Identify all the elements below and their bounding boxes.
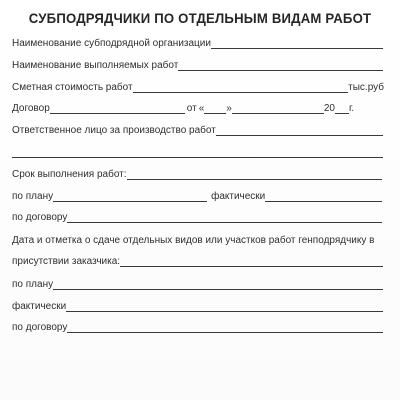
- contract-from-label: от: [186, 103, 197, 114]
- subcontractor-name-row: [12, 37, 383, 50]
- estimated-cost-label: Сметная стоимость работ: [12, 82, 133, 93]
- contract-quote-open: «: [198, 103, 205, 114]
- work-period-label: Срок выполнения работ:: [12, 169, 127, 180]
- responsible-person-continuation-line[interactable]: [12, 157, 383, 158]
- subcontractor-name-field[interactable]: [211, 38, 383, 49]
- estimated-cost-row: [12, 81, 384, 94]
- work-period-row: [12, 168, 382, 181]
- estimated-cost-field[interactable]: [133, 82, 349, 93]
- period-plan-actual-row: [12, 190, 382, 203]
- period-contract-field[interactable]: [67, 212, 382, 223]
- period-contract-label: по договору: [12, 212, 68, 223]
- period-actual-label: фактически: [211, 191, 266, 202]
- handover-actual-row: [12, 300, 383, 313]
- contract-day-field[interactable]: [204, 103, 226, 114]
- handover-contract-label: по договору: [12, 322, 68, 333]
- contract-year-prefix: 20: [323, 103, 335, 114]
- period-plan-label: по плану: [12, 191, 54, 202]
- handover-field[interactable]: [120, 256, 383, 267]
- estimated-cost-unit: тыс.руб: [348, 82, 384, 93]
- period-plan-field[interactable]: [53, 191, 207, 202]
- works-performed-label: Наименование выполняемых работ: [12, 60, 179, 71]
- handover-plan-row: [12, 278, 383, 291]
- responsible-person-label: Ответственное лицо за производство работ: [12, 125, 216, 136]
- responsible-person-row: [12, 124, 383, 137]
- handover-label-line-1: Дата и отметка о сдаче отдельных видов или участков работ генподрядчику в: [12, 235, 375, 246]
- handover-label-row-2: [12, 255, 383, 268]
- contract-row: [12, 102, 384, 115]
- contract-label: Договор: [12, 103, 50, 114]
- handover-actual-label: фактически: [12, 301, 67, 312]
- contract-month-field[interactable]: [232, 103, 324, 114]
- work-period-field[interactable]: [127, 169, 382, 180]
- handover-label-line-2: присутствии заказчика:: [12, 256, 121, 267]
- subcontractor-name-label: Наименование субподрядной организации: [12, 38, 211, 49]
- handover-label-row-1: [12, 234, 392, 247]
- responsible-person-field[interactable]: [216, 125, 383, 136]
- contract-year-field[interactable]: [335, 103, 349, 114]
- handover-plan-field[interactable]: [53, 279, 383, 290]
- handover-contract-field[interactable]: [67, 322, 383, 333]
- form-title: СУБПОДРЯДЧИКИ ПО ОТДЕЛЬНЫМ ВИДАМ РАБОТ: [28, 10, 372, 26]
- period-contract-row: [12, 211, 382, 224]
- contract-year-suffix: г.: [348, 103, 355, 114]
- works-performed-field[interactable]: [178, 60, 383, 71]
- handover-contract-row: [12, 321, 383, 334]
- contract-quote-close: »: [226, 103, 232, 114]
- period-actual-field[interactable]: [265, 191, 382, 202]
- handover-plan-label: по плану: [12, 279, 54, 290]
- handover-actual-field[interactable]: [66, 301, 383, 312]
- works-performed-row: [12, 59, 383, 72]
- contract-number-field[interactable]: [50, 103, 185, 114]
